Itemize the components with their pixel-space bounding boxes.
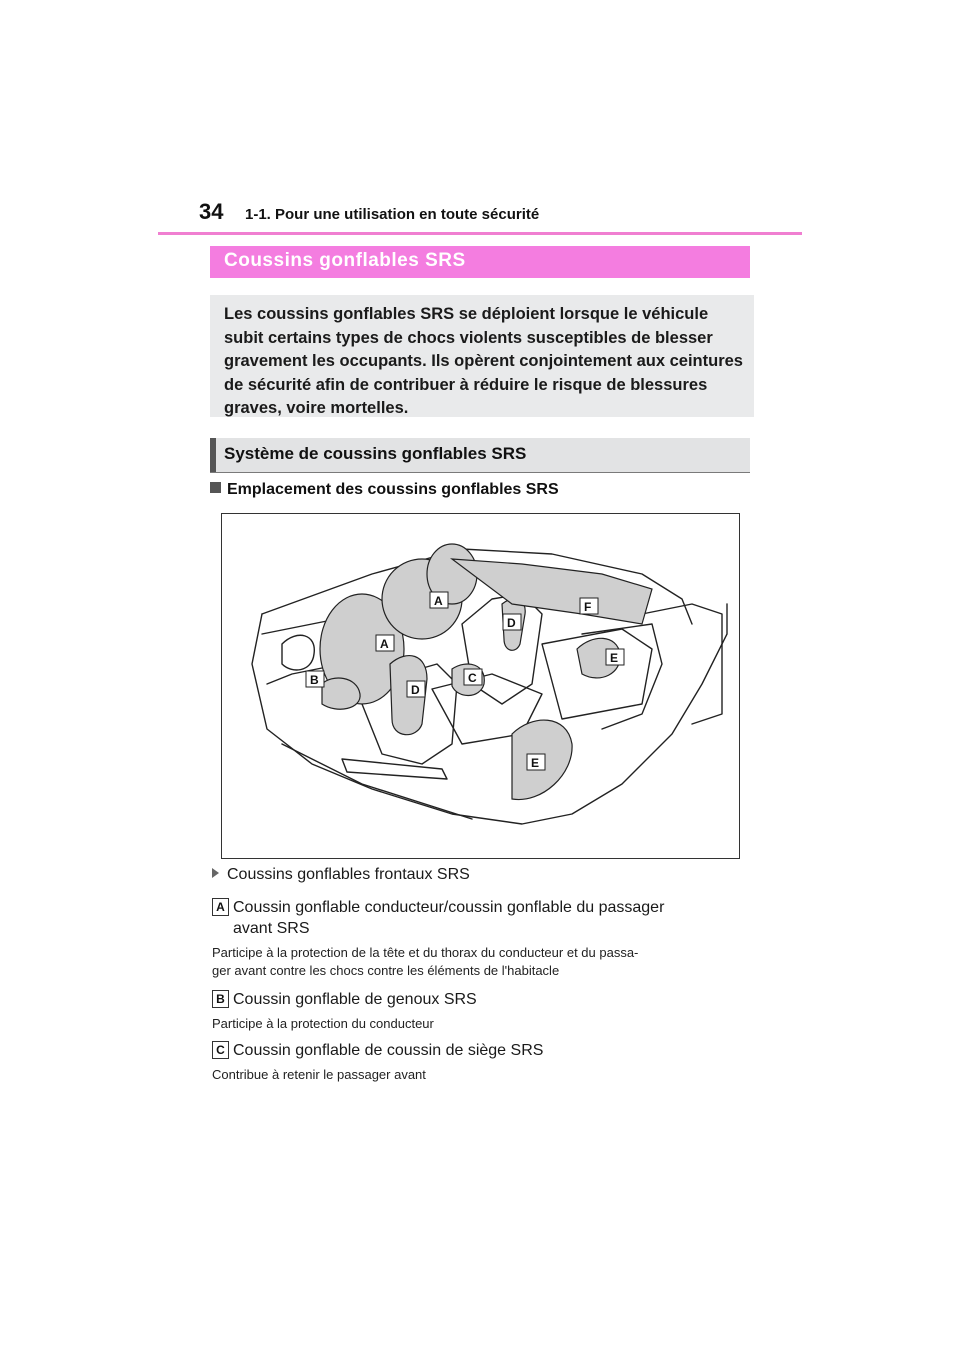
subsection-title: Système de coussins gonflables SRS: [224, 444, 527, 463]
location-heading-text: Emplacement des coussins gonflables SRS: [227, 481, 559, 498]
item-b-title: Coussin gonflable de genoux SRS: [233, 991, 477, 1008]
airbag-figure: [221, 513, 740, 859]
callout-e-upper: E: [610, 651, 619, 665]
label-box-a: A: [212, 898, 229, 916]
car-floor-line: [282, 744, 472, 819]
subsection-accent: [210, 438, 216, 472]
item-a-desc-line1: Participe à la protection de la tête et du thorax du conducteur et du passa-: [212, 945, 639, 960]
subsection-bar: [210, 438, 750, 473]
page-number: 34: [199, 199, 224, 224]
callout-f: F: [584, 600, 592, 614]
location-heading: [210, 481, 559, 499]
item-c-desc: Contribue à retenir le passager avant: [212, 1067, 426, 1082]
callout-b: B: [310, 673, 319, 687]
chapter-title: 1-1. Pour une utilisation en toute sécurité: [245, 206, 540, 223]
triangle-bullet-icon: [212, 868, 219, 878]
airbag-curtain: [452, 559, 652, 624]
item-b-desc: Participe à la protection du conducteur: [212, 1016, 434, 1031]
steering-wheel-outline: [282, 635, 314, 670]
intro-box: [210, 295, 754, 417]
label-box-b: B: [212, 990, 229, 1008]
header-rule: [158, 232, 802, 235]
item-a-desc-line2: ger avant contre les chocs contre les éléments de l'habitacle: [212, 963, 560, 978]
callout-d-upper: D: [507, 616, 516, 630]
section-banner: [210, 246, 750, 278]
callout-d-lower: D: [411, 683, 420, 697]
item-a-title-line2: avant SRS: [233, 920, 310, 937]
list-category-text: Coussins gonflables frontaux SRS: [227, 866, 470, 883]
section-title: Coussins gonflables SRS: [224, 250, 466, 271]
airbag-illustration: [222, 514, 740, 859]
item-a-title-line1: Coussin gonflable conducteur/coussin gonflable du passager: [233, 899, 665, 916]
airbag-knee: [322, 678, 360, 709]
item-c-title: Coussin gonflable de coussin de siège SRS: [233, 1042, 544, 1059]
label-box-c: C: [212, 1041, 229, 1059]
callout-c: C: [468, 671, 477, 685]
seat-rail-line: [342, 759, 447, 779]
intro-text: Les coussins gonflables SRS se déploient lorsque le véhicule subit certains types de chocs violents susceptibles de blesser gravement les occupants. Ils opèrent conjointement aux ceintures de sécurité afin de contribuer à réduire le risque de blessures graves, voire mortelles.: [224, 305, 743, 418]
callout-e-lower: E: [531, 756, 540, 770]
square-bullet-icon: [210, 482, 221, 493]
callout-a-lower: A: [380, 637, 389, 651]
callout-a-upper: A: [434, 594, 443, 608]
rear-deck-outline: [642, 604, 722, 724]
list-category: [212, 866, 470, 884]
